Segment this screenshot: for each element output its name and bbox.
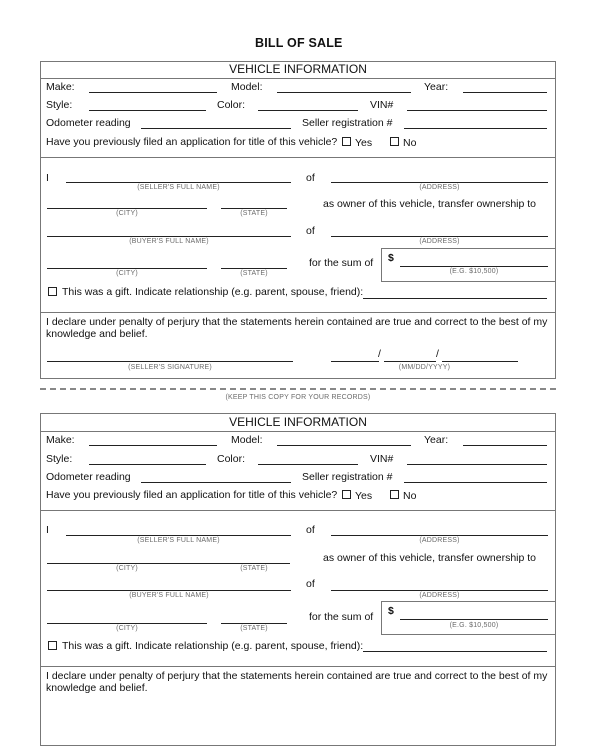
seller-registration-field[interactable] [404, 128, 547, 129]
buyer-city-caption: (CITY) [116, 625, 138, 632]
sum-of-label: for the sum of [309, 257, 374, 269]
make-label: Make: [46, 81, 75, 93]
amount-field[interactable] [400, 266, 548, 267]
buyer-city-field[interactable] [47, 623, 207, 624]
style-field[interactable] [89, 464, 206, 465]
relationship-field[interactable] [363, 651, 547, 652]
date-slash: / [436, 348, 439, 360]
date-month-field[interactable] [331, 361, 379, 362]
title-application-question: Have you previously filed an application for title of this vehicle? [46, 136, 338, 148]
buyer-address-field[interactable] [331, 590, 548, 591]
buyer-name-field[interactable] [47, 590, 291, 591]
seller-address-field[interactable] [331, 535, 548, 536]
vehicle-info-heading: VEHICLE INFORMATION [229, 62, 367, 76]
yes-label: Yes [355, 490, 373, 502]
buyer-state-field[interactable] [221, 623, 287, 624]
amount-box [381, 248, 556, 282]
seller-name-caption: (SELLER'S FULL NAME) [137, 537, 220, 544]
no-label: No [403, 490, 417, 502]
style-field[interactable] [89, 110, 206, 111]
no-checkbox[interactable] [390, 490, 399, 499]
seller-registration-label: Seller registration # [302, 471, 393, 483]
i-label: I [46, 172, 49, 184]
seller-registration-label: Seller registration # [302, 117, 393, 129]
no-checkbox[interactable] [390, 137, 399, 146]
declaration-line-2: knowledge and belief. [46, 328, 148, 340]
seller-address-caption: (ADDRESS) [419, 184, 460, 191]
buyer-name-caption: (BUYER'S FULL NAME) [129, 238, 209, 245]
seller-state-caption: (STATE) [240, 210, 268, 217]
year-label: Year: [424, 81, 449, 93]
seller-state-field[interactable] [221, 208, 287, 209]
keep-copy-note: (KEEP THIS COPY FOR YOUR RECORDS) [225, 394, 371, 401]
seller-name-field[interactable] [66, 182, 291, 183]
color-label: Color: [217, 99, 246, 111]
buyer-name-field[interactable] [47, 236, 291, 237]
model-label: Model: [231, 81, 263, 93]
yes-checkbox[interactable] [342, 137, 351, 146]
yes-label: Yes [355, 137, 373, 149]
color-field[interactable] [258, 110, 358, 111]
seller-city-field[interactable] [47, 563, 290, 564]
vin-field[interactable] [407, 110, 547, 111]
date-year-field[interactable] [442, 361, 518, 362]
vin-label: VIN# [370, 99, 394, 111]
gift-checkbox[interactable] [48, 641, 57, 650]
seller-name-caption: (SELLER'S FULL NAME) [137, 184, 220, 191]
vin-label: VIN# [370, 453, 394, 465]
seller-address-field[interactable] [331, 182, 548, 183]
cut-line [40, 388, 556, 390]
of-label: of [306, 225, 315, 237]
i-label: I [46, 524, 49, 536]
seller-signature-caption: (SELLER'S SIGNATURE) [128, 364, 212, 371]
buyer-city-field[interactable] [47, 268, 207, 269]
seller-address-caption: (ADDRESS) [419, 537, 460, 544]
date-format-caption: (MM/DD/YYYY) [398, 364, 451, 371]
transfer-ownership-text: as owner of this vehicle, transfer ownership to [323, 198, 537, 210]
seller-signature-field[interactable] [47, 361, 293, 362]
title-application-question: Have you previously filed an application for title of this vehicle? [46, 489, 338, 501]
seller-state-caption: (STATE) [240, 565, 268, 572]
of-label: of [306, 524, 315, 536]
section-divider [40, 78, 556, 79]
year-field[interactable] [463, 445, 547, 446]
style-label: Style: [46, 99, 73, 111]
declaration-line-2: knowledge and belief. [46, 682, 148, 694]
buyer-state-caption: (STATE) [240, 270, 268, 277]
seller-city-caption: (CITY) [116, 210, 138, 217]
buyer-state-caption: (STATE) [240, 625, 268, 632]
transfer-ownership-text: as owner of this vehicle, transfer ownership to [323, 552, 537, 564]
make-field[interactable] [89, 445, 217, 446]
model-field[interactable] [277, 92, 411, 93]
buyer-address-field[interactable] [331, 236, 548, 237]
date-day-field[interactable] [384, 361, 436, 362]
color-field[interactable] [258, 464, 358, 465]
date-slash: / [378, 348, 381, 360]
buyer-city-caption: (CITY) [116, 270, 138, 277]
seller-city-field[interactable] [47, 208, 207, 209]
dollar-sign: $ [388, 252, 394, 264]
yes-checkbox[interactable] [342, 490, 351, 499]
relationship-field[interactable] [363, 298, 547, 299]
odometer-label: Odometer reading [46, 117, 131, 129]
seller-city-caption: (CITY) [116, 565, 138, 572]
odometer-field[interactable] [141, 482, 291, 483]
buyer-address-caption: (ADDRESS) [419, 238, 460, 245]
buyer-state-field[interactable] [221, 268, 287, 269]
gift-checkbox[interactable] [48, 287, 57, 296]
gift-text: This was a gift. Indicate relationship (e.g. parent, spouse, friend): [62, 286, 364, 298]
vehicle-info-heading: VEHICLE INFORMATION [229, 415, 367, 429]
amount-field[interactable] [400, 619, 548, 620]
seller-name-field[interactable] [66, 535, 291, 536]
gift-text: This was a gift. Indicate relationship (e.g. parent, spouse, friend): [62, 640, 364, 652]
seller-registration-field[interactable] [404, 482, 547, 483]
of-label: of [306, 172, 315, 184]
amount-example-caption: (E.G. $10,500) [449, 268, 499, 275]
declaration-line-1: I declare under penalty of perjury that the statements herein contained are true and correct to the best of my [46, 316, 548, 328]
amount-example-caption: (E.G. $10,500) [449, 622, 499, 629]
odometer-field[interactable] [141, 128, 291, 129]
sum-of-label: for the sum of [309, 611, 374, 623]
year-field[interactable] [463, 92, 547, 93]
amount-box [381, 601, 556, 635]
make-label: Make: [46, 434, 75, 446]
model-label: Model: [231, 434, 263, 446]
year-label: Year: [424, 434, 449, 446]
document-title: BILL OF SALE [255, 36, 343, 50]
of-label: of [306, 578, 315, 590]
model-field[interactable] [277, 445, 411, 446]
style-label: Style: [46, 453, 73, 465]
make-field[interactable] [89, 92, 217, 93]
buyer-name-caption: (BUYER'S FULL NAME) [129, 592, 209, 599]
odometer-label: Odometer reading [46, 471, 131, 483]
section-divider [40, 431, 556, 432]
dollar-sign: $ [388, 605, 394, 617]
declaration-line-1: I declare under penalty of perjury that the statements herein contained are true and correct to the best of my [46, 670, 548, 682]
color-label: Color: [217, 453, 246, 465]
buyer-address-caption: (ADDRESS) [419, 592, 460, 599]
vin-field[interactable] [407, 464, 547, 465]
no-label: No [403, 137, 417, 149]
